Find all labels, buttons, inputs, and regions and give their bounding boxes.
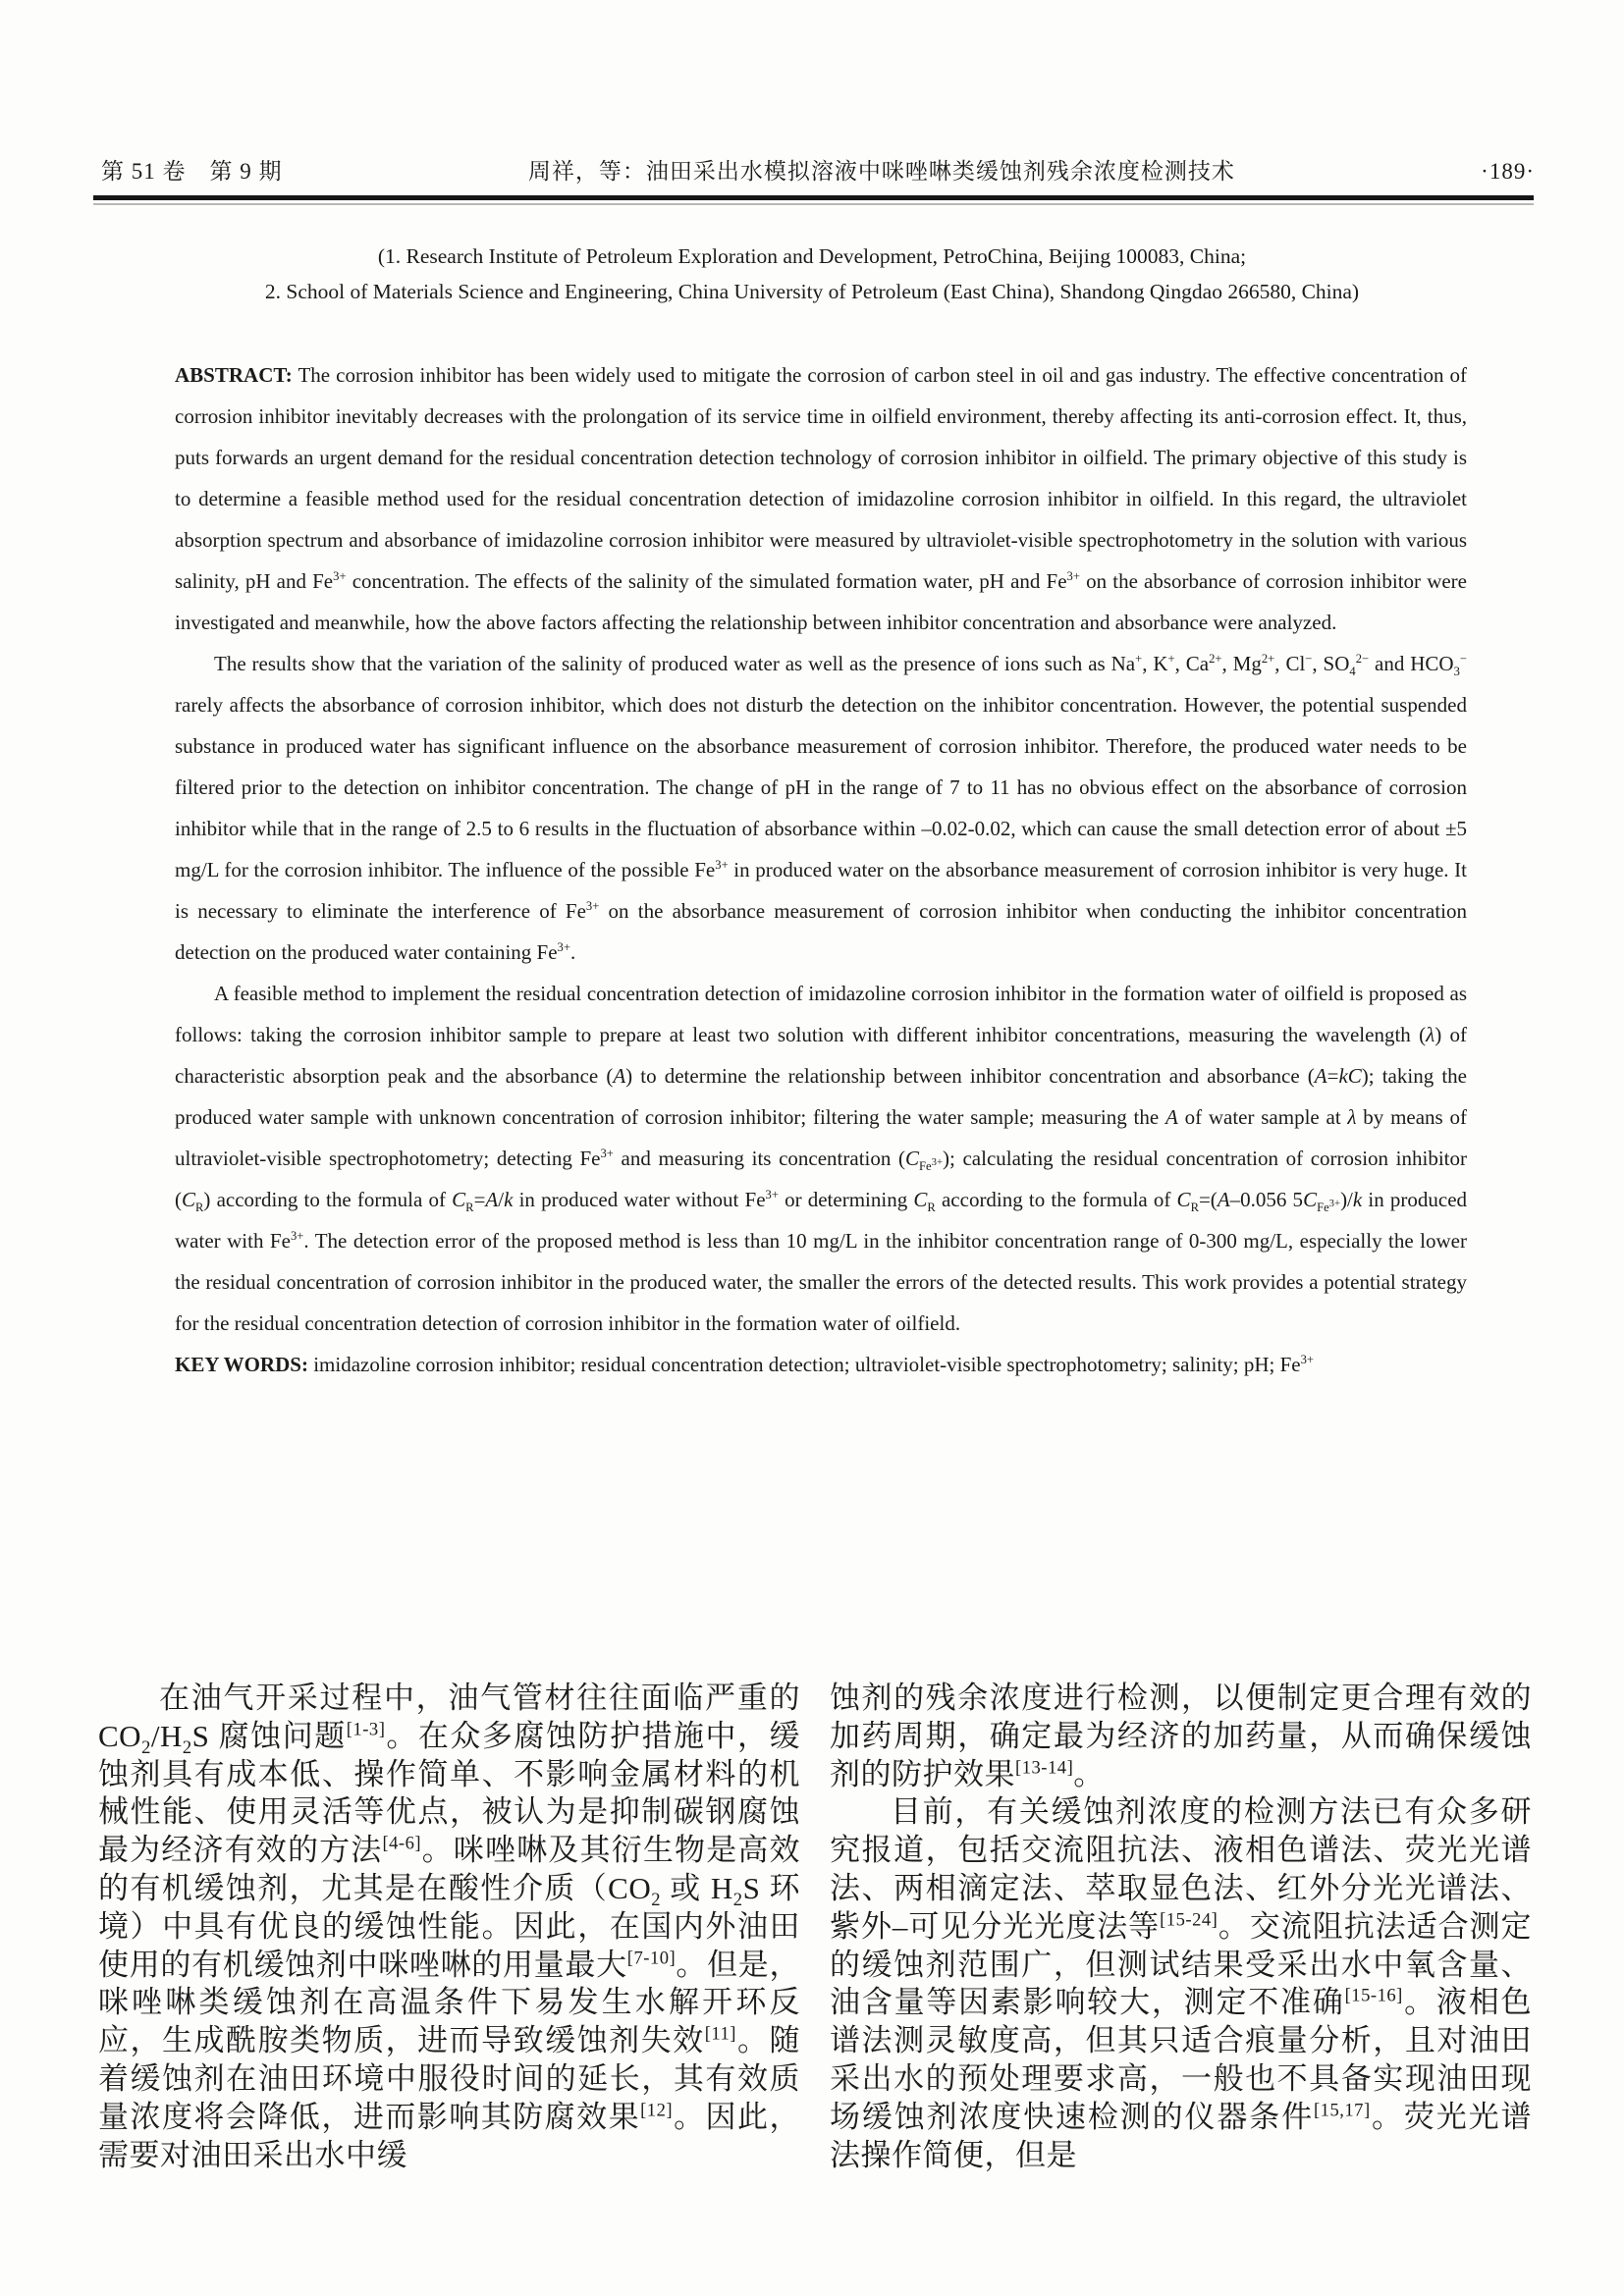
header-rule — [93, 195, 1534, 200]
abstract-paragraph-2: The results show that the variation of the salinity of produced water as well as the presence of ions such as Na+, K+, $Ca^{2+}$, $Mg^{2+}$, Cl−, $SO_4^{2-}$ and $HCO_3^-$ rarely affects the absorbance of corrosion inhibitor, which does not disturb the detection on the inhibitor concentration. However, the potential suspended substance in produced water has significant influence on the absorbance measurement of corrosion inhibitor. Therefore, the produced water needs to be filtered prior to the detection on inhibitor concentration. The change of pH in the range of 7 to 11 has no obvious effect on the absorbance of corrosion inhibitor while that in the range of 2.5 to 6 results in the fluctuation of absorbance within –0.02-0.02, which can cause the small detection error of about ±5 mg/L for the corrosion inhibitor. The influence of the possible $Fe^{3+}$ in produced water on the absorbance measurement of corrosion inhibitor is very huge. It is necessary to eliminate the interference of $Fe^{3+}$ on the absorbance measurement of corrosion inhibitor when conducting the inhibitor concentration detection on the produced water containing $Fe^{3+}$. — [175, 652, 1468, 964]
affiliation-line-2: 2. School of Materials Science and Engineering, China University of Petroleum (East China), Shandong Qingdao 266580, China) — [264, 280, 1360, 303]
left-column — [98, 1680, 800, 2174]
abstract-paragraph-1 — [175, 354, 1467, 643]
right-column-paragraph-1: 蚀剂的残余浓度进行检测，以便制定更合理有效的加药周期，确定最为经济的加药量，从而确保缓蚀剂的防护效果[13-14]。 — [830, 1681, 1532, 1791]
page-header — [101, 153, 1535, 186]
keywords-text: imidazoline corrosion inhibitor; residual concentration detection; ultraviolet-visible spectrophotometry; salinity; pH; $Fe^{3+}$ — [307, 1353, 1315, 1376]
body-columns — [98, 1680, 1532, 2174]
abstract-section — [175, 354, 1467, 1385]
abstract-paragraph-1-text: The corrosion inhibitor has been widely used to mitigate the corrosion of carbon steel in oil and gas industry. The effective concentration of corrosion inhibitor inevitably decreases with the prolongation of its service time in oilfield environment, thereby affecting its anti-corrosion effect. It, thus, puts forwards an urgent demand for the residual concentration detection technology of corrosion inhibitor in oilfield. The primary objective of this study is to determine a feasible method used for the residual concentration detection of imidazoline corrosion inhibitor in oilfield. In this regard, the ultraviolet absorption spectrum and absorbance of imidazoline corrosion inhibitor were measured by ultraviolet-visible spectrophotometry in the solution with various salinity, pH and $Fe^{3+}$ concentration. The effects of the salinity of the simulated formation water, pH and $Fe^{3+}$ on the absorbance of corrosion inhibitor were investigated and meanwhile, how the above factors affecting the relationship between inhibitor concentration and absorbance were analyzed. — [175, 363, 1467, 634]
header-rule-shadow — [93, 203, 1534, 205]
left-column-paragraph-1: 在油气开采过程中，油气管材往往面临严重的$CO_2/H_2S$ 腐蚀问题[1-3]。在众多腐蚀防护措施中，缓蚀剂具有成本低、操作简单、不影响金属材料的机械性能、使用灵活等优点，被认为是抑制碳钢腐蚀最为经济有效的方法[4-6]。咪唑啉及其衍生物是高效的有机缓蚀剂，尤其是在酸性介质（$CO_2$ 或 $H_2S$ 环境）中具有优良的缓蚀性能。因此，在国内外油田使用的有机缓蚀剂中咪唑啉的用量最大[7-10]。但是，咪唑啉类缓蚀剂在高温条件下易发生水解开环反应，生成酰胺类物质，进而导致缓蚀剂失效[11]。随着缓蚀剂在油田环境中服役时间的延长，其有效质量浓度将会降低，进而影响其防腐效果[12]。因此，需要对油田采出水中缓 — [98, 1681, 801, 2172]
keywords-label: KEY WORDS: — [175, 1353, 308, 1376]
header-volume-issue: 第 51 卷 第 9 期 — [101, 159, 283, 184]
keywords-paragraph — [175, 1344, 1467, 1385]
affiliation-line-1: (1. Research Institute of Petroleum Exploration and Development, PetroChina, Beijing 100083, China; — [377, 244, 1247, 268]
abstract-label: ABSTRACT: — [175, 363, 293, 387]
header-running-title: 周祥，等：油田采出水模拟溶液中咪唑啉类缓蚀剂残余浓度检测技术 — [527, 159, 1235, 184]
right-column — [830, 1680, 1532, 2174]
header-page-number: ·189· — [1481, 159, 1535, 184]
abstract-paragraph-3: A feasible method to implement the residual concentration detection of imidazoline corrosion inhibitor in the formation water of oilfield is proposed as follows: taking the corrosion inhibitor sample to prepare at least two solution with different inhibitor concentrations, measuring the wavelength (λ) of characteristic absorption peak and the absorbance (A) to determine the relationship between inhibitor concentration and absorbance (A=kC); taking the produced water sample with unknown concentration of corrosion inhibitor; filtering the water sample; measuring the A of water sample at λ by means of ultraviolet-visible spectrophotometry; detecting $Fe^{3+}$ and measuring its concentration $(C_{Fe^{3+}})$; calculating the residual concentration of corrosion inhibitor $(C_R)$ according to the formula of $C_R=A/k$ in produced water without $Fe^{3+}$ or determining $C_R$ according to the formula of $C_R=(A-0.056$ $5C_{Fe^{3+}})/k$ in produced water with $Fe^{3+}$. The detection error of the proposed method is less than 10 mg/L in the inhibitor concentration range of 0-300 mg/L, especially the lower the residual concentration of corrosion inhibitor in the produced water, the smaller the errors of the detected results. This work provides a potential strategy for the residual concentration detection of corrosion inhibitor in the formation water of oilfield. — [175, 982, 1468, 1335]
right-column-paragraph-2: 目前，有关缓蚀剂浓度的检测方法已有众多研究报道，包括交流阻抗法、液相色谱法、荧光光谱法、两相滴定法、萃取显色法、红外分光光谱法、紫外–可见分光光度法等[15-24]。交流阻抗法适合测定的缓蚀剂范围广，但测试结果受采出水中氧含量、油含量等因素影响较大，测定不准确[15-16]。液相色谱法测灵敏度高，但其只适合痕量分析，且对油田采出水的预处理要求高，一般也不具备实现油田现场缓蚀剂浓度快速检测的仪器条件[15,17]。荧光光谱法操作简便，但是 — [830, 1794, 1533, 2172]
affiliations-block — [0, 239, 1624, 309]
